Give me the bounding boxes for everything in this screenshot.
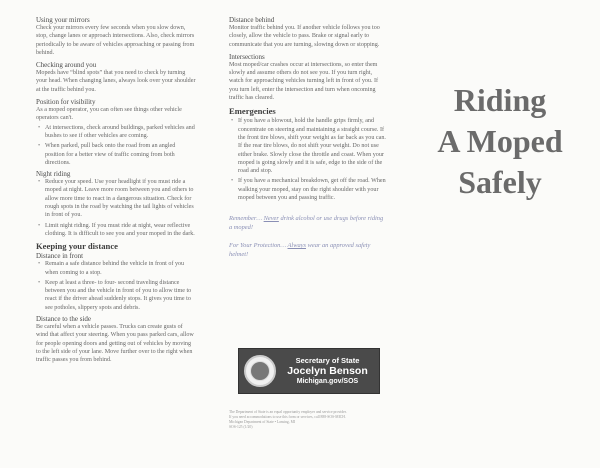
behind-text: Monitor traffic behind you. If another vehicle follows you too closely, allow the vehicle to pass. Brake or signal early to communicate that you are turning, slowing down or stopping. — [229, 25, 380, 48]
list-item: • If you have a blowout, hold the handle grips firmly, and concentrate on steering and maintaining a straight course. If the front tire blows, shift your weight as far back as you can. If the rear tire blows, do not shift your weight. Do not use either brake. Slowly close the throttle and coast. When your moped is going slowly and it is safe, edge to the side of the road and stop. — [229, 117, 387, 175]
remember-rest: drink alcohol or use drugs before riding a moped! — [229, 215, 384, 232]
list-item: • Remain a safe distance behind the vehicle in front of you when coming to a stop. — [36, 260, 196, 277]
remember-lead: Remember… — [229, 215, 264, 223]
list-item: • When parked, pull back onto the road from an angled position for a better view of traffic coming from both directions. — [36, 142, 196, 167]
front-list — [36, 260, 196, 312]
protection-lead: For Your Protection… — [229, 242, 288, 250]
position-list — [36, 124, 196, 167]
list-item: • Limit night riding. If you must ride at night, wear reflective clothing. It is difficult to see you and your moped in the dark. — [36, 222, 196, 239]
remember-never: Never — [263, 215, 279, 223]
list-item: • Keep at least a three- to four- second traveling distance between you and the vehicle in front of you to allow time to react if the driver ahead suddenly stops. It gives you time to see potholes, slippery spots and debris. — [36, 279, 196, 312]
sos-text — [276, 356, 379, 386]
title-line1: Riding — [453, 82, 547, 118]
position-heading: Position for visibility — [36, 98, 96, 107]
title-line2: A Moped — [437, 123, 563, 159]
list-item: • Reduce your speed. Use your headlight if you must ride a moped at night. Leave more room between you and others to allow more time to react in a dangerous situation. Check for rough spots in the road by watching the tail lights of vehicles in front of you. — [36, 178, 196, 219]
remember-note — [229, 214, 387, 232]
keep-distance-heading: Keeping your distance — [36, 241, 118, 252]
emergencies-list — [229, 117, 387, 202]
sos-line1: Secretary of State — [295, 356, 360, 365]
emergencies-heading: Emergencies — [229, 106, 276, 117]
protection-note — [229, 241, 387, 259]
protection-always: Always — [287, 242, 306, 250]
position-text: As a moped operator, you can often see things other vehicle operators can't. — [36, 107, 182, 122]
protection-rest: wear an approved safety helmet! — [229, 242, 371, 259]
side-heading: Distance to the side — [36, 315, 92, 324]
mirrors-text: Check your mirrors every few seconds when you slow down, stop, change lanes or approach intersections. Also, check mirrors periodically to be aware of vehicles approaching or passing from behind. — [36, 25, 195, 56]
behind-heading: Distance behind — [229, 16, 275, 24]
list-item: • If you have a mechanical breakdown, get off the road. When walking your moped, stay on the right shoulder with your moped between you and passing traffic. — [229, 177, 387, 202]
around-heading: Checking around you — [36, 61, 97, 70]
fine-line: The Department of State is an equal opportunity employer and service provider. — [229, 410, 347, 414]
fine-line: If you need accommodations to use this form or services, call 888-SOS-MICH. — [229, 415, 346, 419]
mirrors-heading: Using your mirrors — [36, 16, 90, 24]
intersections-heading: Intersections — [229, 52, 265, 61]
brochure-title — [400, 80, 600, 203]
fine-line: Michigan Department of State • Lansing, MI — [229, 420, 296, 424]
sos-name: Jocelyn Benson — [287, 365, 368, 377]
night-heading: Night riding — [36, 170, 71, 179]
front-heading: Distance in front — [36, 252, 84, 261]
fine-print — [229, 410, 389, 430]
intersections-text: Most moped/car crashes occur at intersections, so enter them slowly and assume others do not see you. If you turn right, watch for approaching vehicles turning left in front of you. If you turn left, enter the intersection and turn when oncoming traffic has cleared. — [229, 61, 379, 102]
around-text: Mopeds have “blind spots” that you need to check by turning your head. When changing lanes, always look over your shoulder at the traffic behind you. — [36, 70, 196, 93]
title-line3: Safely — [458, 164, 542, 200]
secretary-of-state-logo — [238, 348, 380, 394]
list-item: • At intersections, check around buildings, parked vehicles and bushes to see if other vehicles are coming. — [36, 124, 196, 141]
state-seal-icon — [244, 355, 276, 387]
middle-column — [229, 16, 387, 268]
night-list — [36, 178, 196, 238]
sos-url: Michigan.gov/SOS — [296, 378, 359, 385]
left-column — [36, 16, 196, 369]
side-text: Be careful when a vehicle passes. Trucks can create gusts of wind that affect your steering. When you pass parked cars, allow for people opening doors and getting out of vehicles by moving to the left side of your lane. Move further over to the right when traffic passes you from behind. — [36, 324, 194, 364]
fine-line: SOS-125 (1/20) — [229, 425, 253, 429]
